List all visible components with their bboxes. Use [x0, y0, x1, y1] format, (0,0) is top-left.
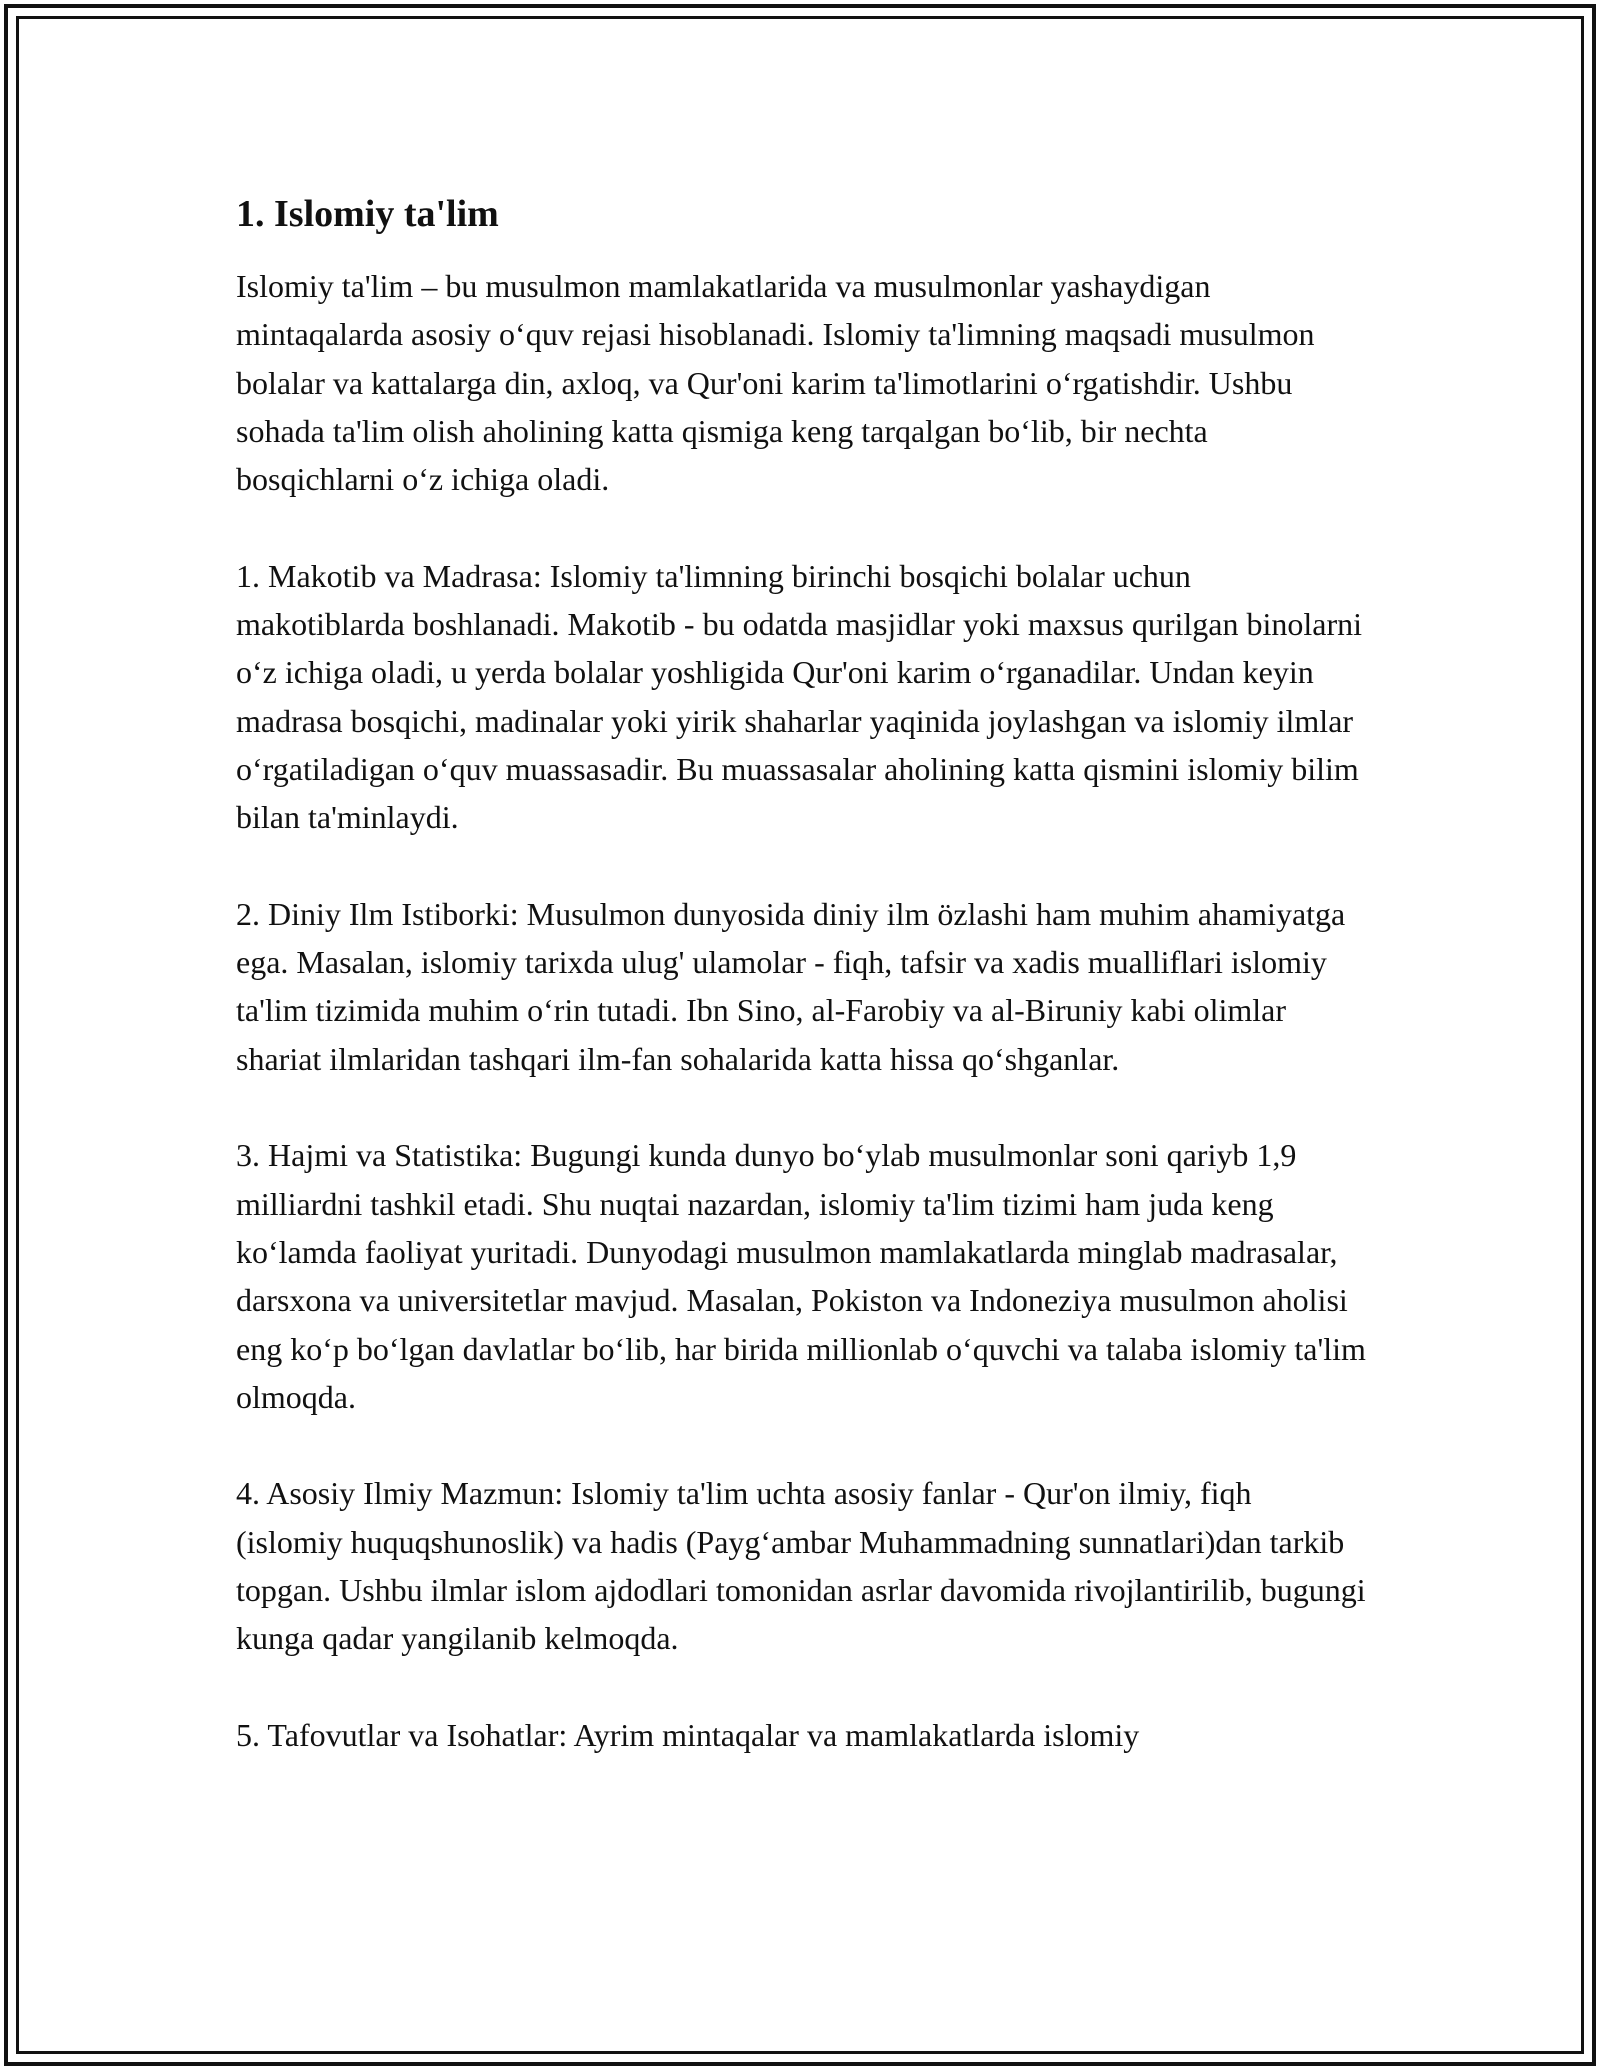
paragraph-asosiy-ilmiy-mazmun: 4. Asosiy Ilmiy Mazmun: Islomiy ta'lim uchta asosiy fanlar - Qur'on ilmiy, fiqh (islomiy huquqshunoslik) va hadis (Payg‘ambar Muhammadning sunnatlari)dan tarkib topgan. Ushbu ilmlar islom ajdodlari tomonidan asrlar davomida rivojlantirilib, bugungi kunga qadar yangilanib kelmoqda. [236, 1475, 1366, 1657]
intro-paragraph: Islomiy ta'lim – bu musulmon mamlakatlarida va musulmonlar yashaydigan mintaqalarda asosiy o‘quv rejasi hisoblanadi. Islomiy ta'limning maqsadi musulmon bolalar va kattalarga din, axloq, va Qur'oni karim ta'limotlarini o‘rgatishdir. Ushbu sohada ta'lim olish aholining katta qismiga keng tarqalgan bo‘lib, bir nechta bosqichlarni o‘z ichiga oladi. [236, 268, 1315, 498]
paragraph-tafovutlar: 5. Tafovutlar va Isohatlar: Ayrim mintaqalar va mamlakatlarda islomiy [236, 1716, 1140, 1753]
section-heading: 1. Islomiy ta'lim [236, 193, 499, 235]
document-body [236, 186, 1366, 1808]
paragraph-diniy-ilm: 2. Diniy Ilm Istiborki: Musulmon dunyosida diniy ilm özlashi ham muhim ahamiyatga ega. Masalan, islomiy tarixda ulug' ulamolar - fiqh, tafsir va xadis mualliflari islomiy ta'lim tizimida muhim o‘rin tutadi. Ibn Sino, al-Farobiy va al-Biruniy kabi olimlar shariat ilmlaridan tashqari ilm-fan sohalarida katta hissa qo‘shganlar. [236, 895, 1346, 1077]
paragraph-makotib-madrasa: 1. Makotib va Madrasa: Islomiy ta'limning birinchi bosqichi bolalar uchun makotiblarda boshlanadi. Makotib - bu odatda masjidlar yoki maxsus qurilgan binolarni o‘z ichiga oladi, u yerda bolalar yoshligida Qur'oni karim o‘rganadilar. Undan keyin madrasa bosqichi, madinalar yoki yirik shaharlar yaqinida joylashgan va islomiy ilmlar o‘rgatiladigan o‘quv muassasadir. Bu muassasalar aholining katta qismini islomiy bilim bilan ta'minlaydi. [236, 557, 1362, 836]
paragraph-hajmi-statistika: 3. Hajmi va Statistika: Bugungi kunda dunyo bo‘ylab musulmonlar soni qariyb 1,9 milliardni tashkil etadi. Shu nuqtai nazardan, islomiy ta'lim tizimi ham juda keng ko‘lamda faoliyat yuritadi. Dunyodagi musulmon mamlakatlarda minglab madrasalar, darsxona va universitetlar mavjud. Masalan, Pokiston va Indoneziya musulmon aholisi eng ko‘p bo‘lgan davlatlar bo‘lib, har birida millionlab o‘quvchi va talaba islomiy ta'lim olmoqda. [236, 1137, 1366, 1415]
